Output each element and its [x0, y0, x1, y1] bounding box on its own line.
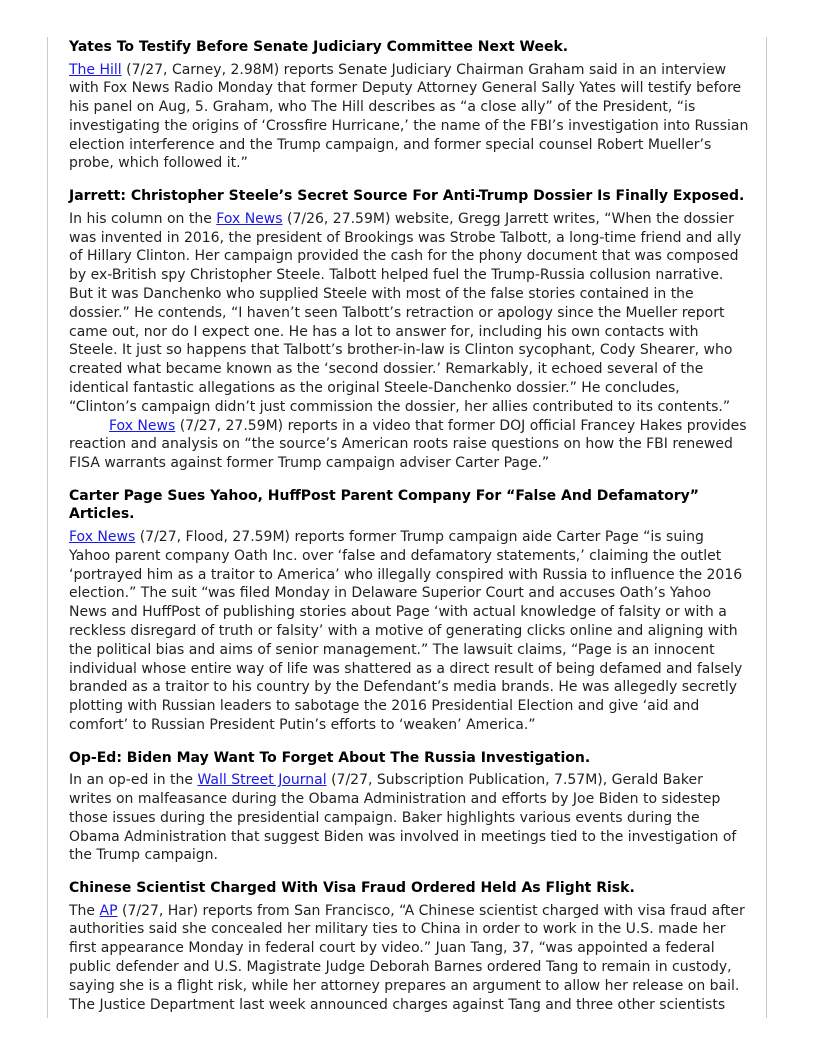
article-paragraph: [69, 528, 749, 735]
paragraph-text: (7/27, Carney, 2.98M) reports Senate Judiciary Chairman Graham said in an interview with Fox News Radio Monday that former Deputy Attorney General Sally Yates will testify before his panel on Aug, 5. Graham, who The Hill describes as “a close ally” of the President, “is investigating the origins of ‘Crossfire Hurricane,’ the name of the FBI’s investigation into Russian election interference and the Trump campaign, and former special counsel Robert Mueller’s probe, which followed it.”: [69, 61, 749, 172]
document-page: [47, 37, 767, 1018]
source-link-ap[interactable]: AP: [99, 902, 118, 919]
article-headline: Jarrett: Christopher Steele’s Secret Source For Anti-Trump Dossier Is Finally Exposed.: [69, 188, 745, 205]
paragraph-lead: In an op-ed in the: [69, 772, 198, 789]
article-headline: Yates To Testify Before Senate Judiciary Committee Next Week.: [69, 39, 569, 55]
paragraph-text: (7/26, 27.59M) website, Gregg Jarrett writes, “When the dossier was invented in 2016, the president of Brookings was Strobe Talbott, a long-time friend and ally of Hillary Clinton. Her campaign provided the cash for the phony document that was composed by ex-British spy Christopher Steele. Talbott helped fuel the Trump-Russia collusion narrative. But it was Danchenko who supplied Steele with most of the false stories contained in the dossier.” He contends, “I haven’t seen Talbott’s retraction or apology since the Mueller report came out, nor do I expect one. He has a lot to answer for, including his own contacts with Steele. It just so happens that Talbott’s brother-in-law is Clinton sycophant, Cody Shearer, who created what became known as the ‘second dossier.’ Remarkably, it echoed several of the identical fantastic allegations as the original Steele-Danchenko dossier.” He concludes, “Clinton’s campaign didn’t just commission the dossier, her allies contributed to its contents.”: [69, 210, 742, 415]
paragraph-lead: The: [69, 902, 100, 919]
article-paragraph: [69, 771, 749, 865]
document-content: [69, 37, 749, 1028]
source-link-fox-news[interactable]: Fox News: [216, 210, 283, 227]
paragraph-lead: In his column on the: [69, 210, 217, 227]
source-link-wall-street-journal[interactable]: Wall Street Journal: [197, 772, 327, 789]
article-carter-page: [69, 487, 749, 735]
article-headline: Chinese Scientist Charged With Visa Fraud Ordered Held As Flight Risk.: [69, 880, 635, 897]
article-paragraph: [69, 210, 749, 417]
article-yates: [69, 38, 749, 173]
article-headline: Carter Page Sues Yahoo, HuffPost Parent Company For “False And Defamatory” Articles.: [69, 487, 699, 523]
article-paragraph: [69, 417, 749, 473]
source-link-the-hill[interactable]: The Hill: [69, 61, 122, 78]
article-biden-oped: [69, 749, 749, 865]
article-paragraph: [69, 902, 749, 1015]
paragraph-text: (7/27, 27.59M) reports in a video that former DOJ official Francey Hakes provides reaction and analysis on “the source’s American roots raise questions on how the FBI renewed FISA warrants against former Trump campaign adviser Carter Page.”: [69, 417, 747, 472]
source-link-fox-news[interactable]: Fox News: [69, 528, 136, 545]
paragraph-text: (7/27, Flood, 27.59M) reports former Trump campaign aide Carter Page “is suing Yahoo parent company Oath Inc. over ‘false and defamatory statements,’ claiming the outlet ‘portrayed him as a traitor to America’ who illegally conspired with Russia to influence the 2016 election.” The suit “was filed Monday in Delaware Superior Court and accuses Oath’s Yahoo News and HuffPost of publishing stories about Page ‘with actual knowledge of falsity or with a reckless disregard of truth or falsity’ with a motive of generating clicks online and aligning with the political bias and aims of senior management.” The lawsuit claims, “Page is an innocent individual whose entire way of life was shattered as a direct result of being defamed and falsely branded as a traitor to his country by the Defendant’s media brands. He was allegedly secretly plotting with Russian leaders to sabotage the 2016 Presidential Election and give ‘aid and comfort’ to Russian President Putin’s efforts to ‘weaken’ America.”: [69, 528, 743, 733]
paragraph-text: (7/27, Har) reports from San Francisco, “A Chinese scientist charged with visa fraud after authorities said she concealed her military ties to China in order to work in the U.S. made her first appearance Monday in federal court by video.” Juan Tang, 37, “was appointed a federal public defender and U.S. Magistrate Judge Deborah Barnes ordered Tang to remain in custody, saying she is a flight risk, while her attorney prepares an argument to allow her release on bail. The Justice Department last week announced charges against Tang and three other scientists: [69, 902, 745, 1013]
article-chinese-scientist: [69, 879, 749, 1014]
paragraph-text: (7/27, Subscription Publication, 7.57M), Gerald Baker writes on malfeasance during the Obama Administration and efforts by Joe Biden to sidestep those issues during the presidential campaign. Baker highlights various events during the Obama Administration that suggest Biden was involved in meetings tied to the investigation of the Trump campaign.: [69, 772, 737, 864]
article-headline: Op-Ed: Biden May Want To Forget About The Russia Investigation.: [69, 749, 591, 766]
source-link-fox-news[interactable]: Fox News: [109, 417, 176, 434]
article-paragraph: [69, 61, 749, 174]
article-jarrett: [69, 187, 749, 473]
